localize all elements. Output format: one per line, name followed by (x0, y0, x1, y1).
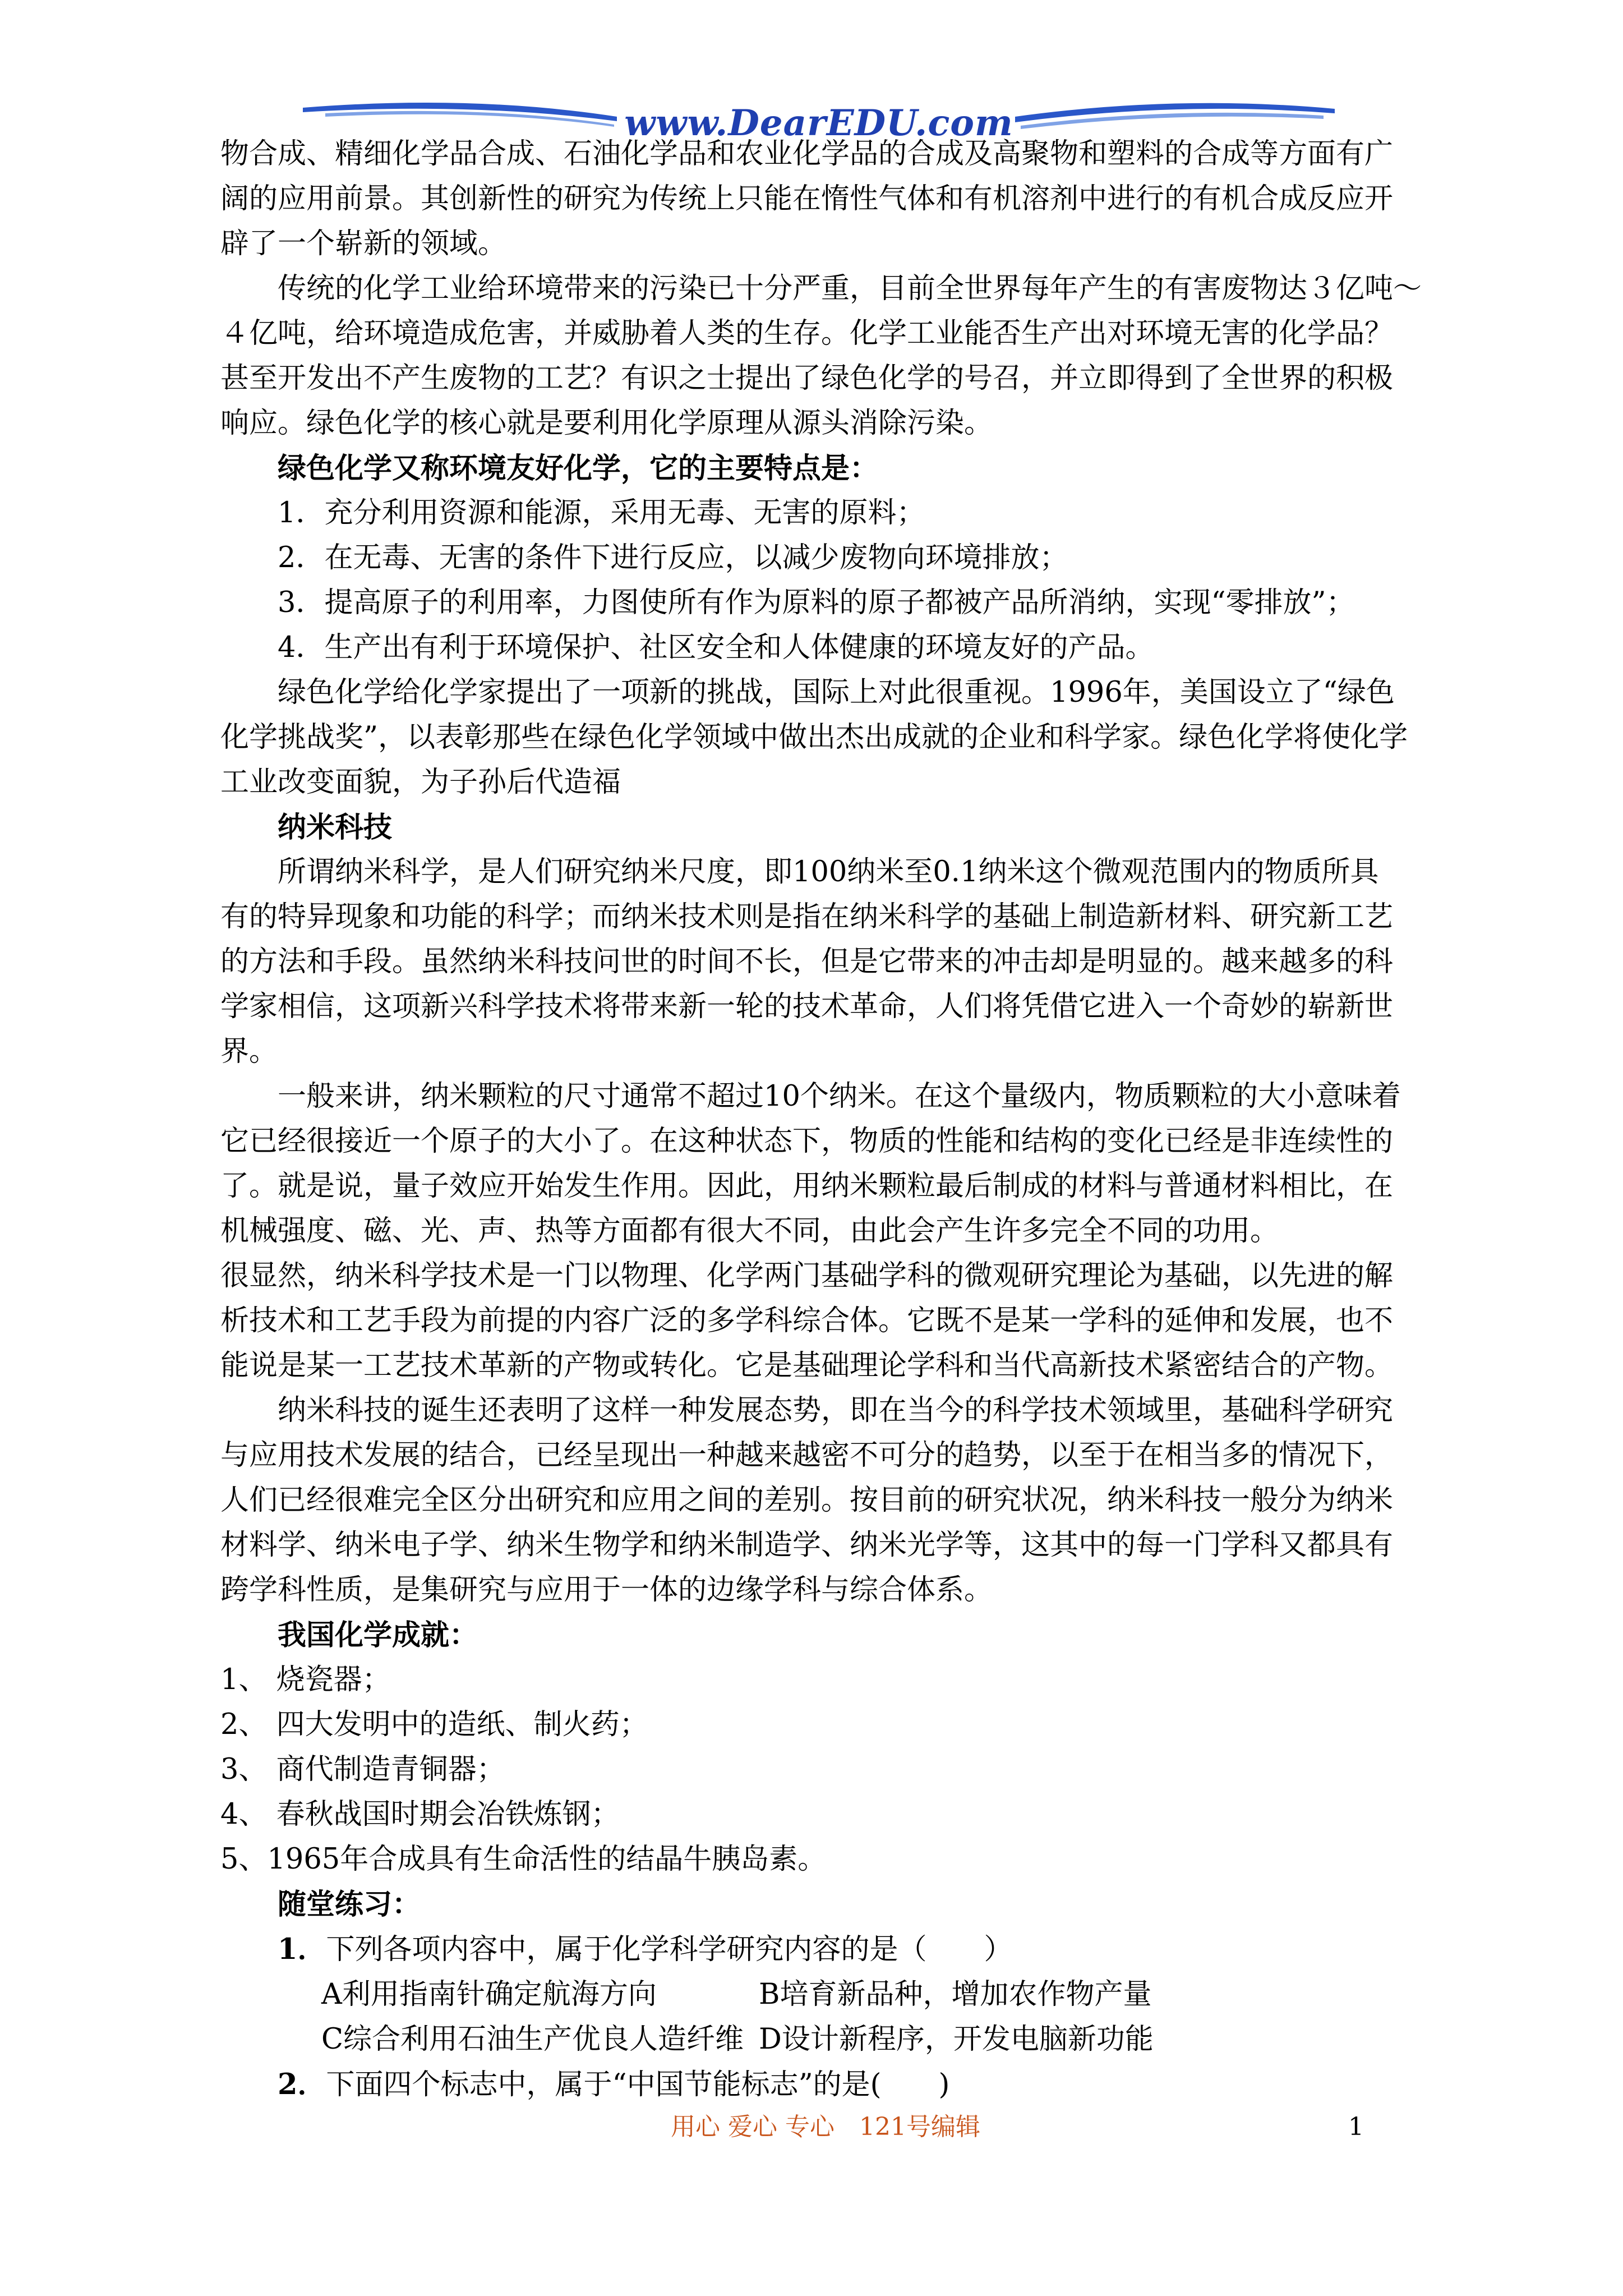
paragraph-nano-trend (220, 1388, 1407, 1613)
green-chemistry-points (220, 491, 1407, 670)
text-line: 它已经很接近一个原子的大小了。在这种状态下，物质的性能和结构的变化已经是非连续性的 (220, 1125, 1394, 1158)
green-chemistry-heading: 绿色化学又称环境友好化学，它的主要特点是： (278, 452, 879, 485)
china-achievements-list (220, 1658, 1407, 1882)
option-a: A利用指南针确定航海方向 (321, 1978, 657, 2011)
option-c: C综合利用石油生产优良人造纤维 (321, 2023, 744, 2056)
text-line: 有的特异现象和功能的科学；而纳米技术则是指在纳米科学的基础上制造新材料、研究新工艺 (220, 900, 1394, 933)
text-line: 绿色化学给化学家提出了一项新的挑战，国际上对此很重视。1996年，美国设立了“绿色 (278, 676, 1395, 709)
china-achievements-heading: 我国化学成就： (278, 1618, 478, 1652)
text-line: 能说是某一工艺技术革新的产物或转化。它是基础理论学科和当代高新技术紧密结合的产物。 (220, 1349, 1394, 1382)
text-line: 响应。绿色化学的核心就是要利用化学原理从源头消除污染。 (220, 407, 993, 440)
option-b: B培育新品种，增加农作物产量 (759, 1978, 1152, 2011)
list-item: 4．生产出有利于环境保护、社区安全和人体健康的环境友好的产品。 (278, 631, 1154, 664)
text-line: 人们已经很难完全区分出研究和应用之间的差别。按目前的研究状况，纳米科技一般分为纳米 (220, 1484, 1394, 1517)
question-stem: 下面四个标志中，属于“中国节能标志”的是( ) (326, 2068, 950, 2101)
list-item: 1、 烧瓷器； (220, 1663, 391, 1696)
text-line: 机械强度、磁、光、声、热等方面都有很大不同，由此会产生许多完全不同的功用。 (220, 1214, 1279, 1248)
text-line: 物合成、精细化学品合成、石油化学品和农业化学品的合成及高聚物和塑料的合成等方面有广 (220, 137, 1394, 171)
paragraph-nano-definition (220, 850, 1407, 1074)
text-line: 了。就是说，量子效应开始发生作用。因此，用纳米颗粒最后制成的材料与普通材料相比，在 (220, 1170, 1394, 1203)
paragraph-challenge (220, 670, 1407, 805)
text-line: 跨学科性质，是集研究与应用于一体的边缘学科与综合体系。 (220, 1573, 993, 1607)
list-item: 3、 商代制造青铜器； (220, 1753, 505, 1786)
practice-heading: 随堂练习： (278, 1888, 421, 1921)
list-item: 4、 春秋战国时期会冶铁炼钢； (220, 1798, 620, 1831)
text-line: ４亿吨，给环境造成危害，并威胁着人类的生存。化学工业能否生产出对环境无害的化学品？ (220, 317, 1394, 350)
text-line: 一般来讲，纳米颗粒的尺寸通常不超过10个纳米。在这个量级内，物质颗粒的大小意味着 (278, 1080, 1401, 1113)
text-line: 辟了一个崭新的领域。 (220, 227, 507, 260)
list-item: 2．在无毒、无害的条件下进行反应，以减少废物向环境排放； (278, 541, 1068, 574)
text-line: 的方法和手段。虽然纳米科技问世的时间不长，但是它带来的冲击却是明显的。越来越多的科 (220, 945, 1394, 978)
question-number: 1． (278, 1932, 326, 1966)
question-number: 2． (278, 2068, 326, 2101)
page-number: 1 (1348, 2113, 1364, 2141)
text-line: 所谓纳米科学，是人们研究纳米尺度，即100纳米至0.1纳米这个微观范围内的物质所具 (278, 855, 1379, 889)
options-row (220, 2017, 1407, 2062)
paragraph-pollution (220, 266, 1422, 446)
paragraph-nano-particles (220, 1074, 1407, 1254)
footer-credit: 用心 爱心 专心 121号编辑 (671, 2113, 980, 2141)
text-line: 材料学、纳米电子学、纳米生物学和纳米制造学、纳米光学等，这其中的每一门学科又都具有 (220, 1529, 1394, 1562)
question-2 (220, 2062, 1407, 2108)
text-line: 与应用技术发展的结合，已经呈现出一种越来越密不可分的趋势，以至于在相当多的情况下， (220, 1439, 1394, 1472)
nano-heading: 纳米科技 (278, 811, 393, 844)
text-line: 传统的化学工业给环境带来的污染已十分严重，目前全世界每年产生的有害废物达３亿吨～ (278, 272, 1422, 305)
text-line: 化学挑战奖”，以表彰那些在绿色化学领域中做出杰出成就的企业和科学家。绿色化学将使化学 (220, 721, 1408, 754)
paragraph-nano-interdisciplinary (220, 1254, 1407, 1388)
options-row (220, 1972, 1407, 2017)
list-item: 1．充分利用资源和能源，采用无毒、无害的原料； (278, 496, 925, 530)
list-item: 3．提高原子的利用率，力图使所有作为原料的原子都被产品所消纳，实现“零排放”； (278, 586, 1355, 619)
text-line: 界。 (220, 1035, 278, 1068)
paragraph-intro (220, 132, 1407, 266)
option-d: D设计新程序，开发电脑新功能 (759, 2023, 1154, 2056)
list-item: 2、 四大发明中的造纸、制火药； (220, 1708, 648, 1741)
text-line: 学家相信，这项新兴科学技术将带来新一轮的技术革命，人们将凭借它进入一个奇妙的崭新世 (220, 990, 1394, 1023)
document-body (220, 132, 1422, 2108)
text-line: 甚至开发出不产生废物的工艺？有识之士提出了绿色化学的号召，并立即得到了全世界的积极 (220, 362, 1394, 395)
text-line: 很显然，纳米科学技术是一门以物理、化学两门基础学科的微观研究理论为基础，以先进的解 (220, 1259, 1394, 1292)
list-item: 5、1965年合成具有生命活性的结晶牛胰岛素。 (220, 1843, 827, 1876)
text-line: 工业改变面貌，为子孙后代造福 (220, 766, 621, 799)
question-stem: 下列各项内容中，属于化学科学研究内容的是（ ） (326, 1933, 1013, 1966)
text-line: 阔的应用前景。其创新性的研究为传统上只能在惰性气体和有机溶剂中进行的有机合成反应开 (220, 182, 1394, 215)
text-line: 纳米科技的诞生还表明了这样一种发展态势，即在当今的科学技术领域里，基础科学研究 (278, 1394, 1394, 1427)
question-1 (220, 1927, 1407, 2062)
site-url[interactable]: www.DearEDU.com (624, 102, 1013, 144)
text-line: 析技术和工艺手段为前提的内容广泛的多学科综合体。它既不是某一学科的延伸和发展，也不 (220, 1304, 1394, 1337)
